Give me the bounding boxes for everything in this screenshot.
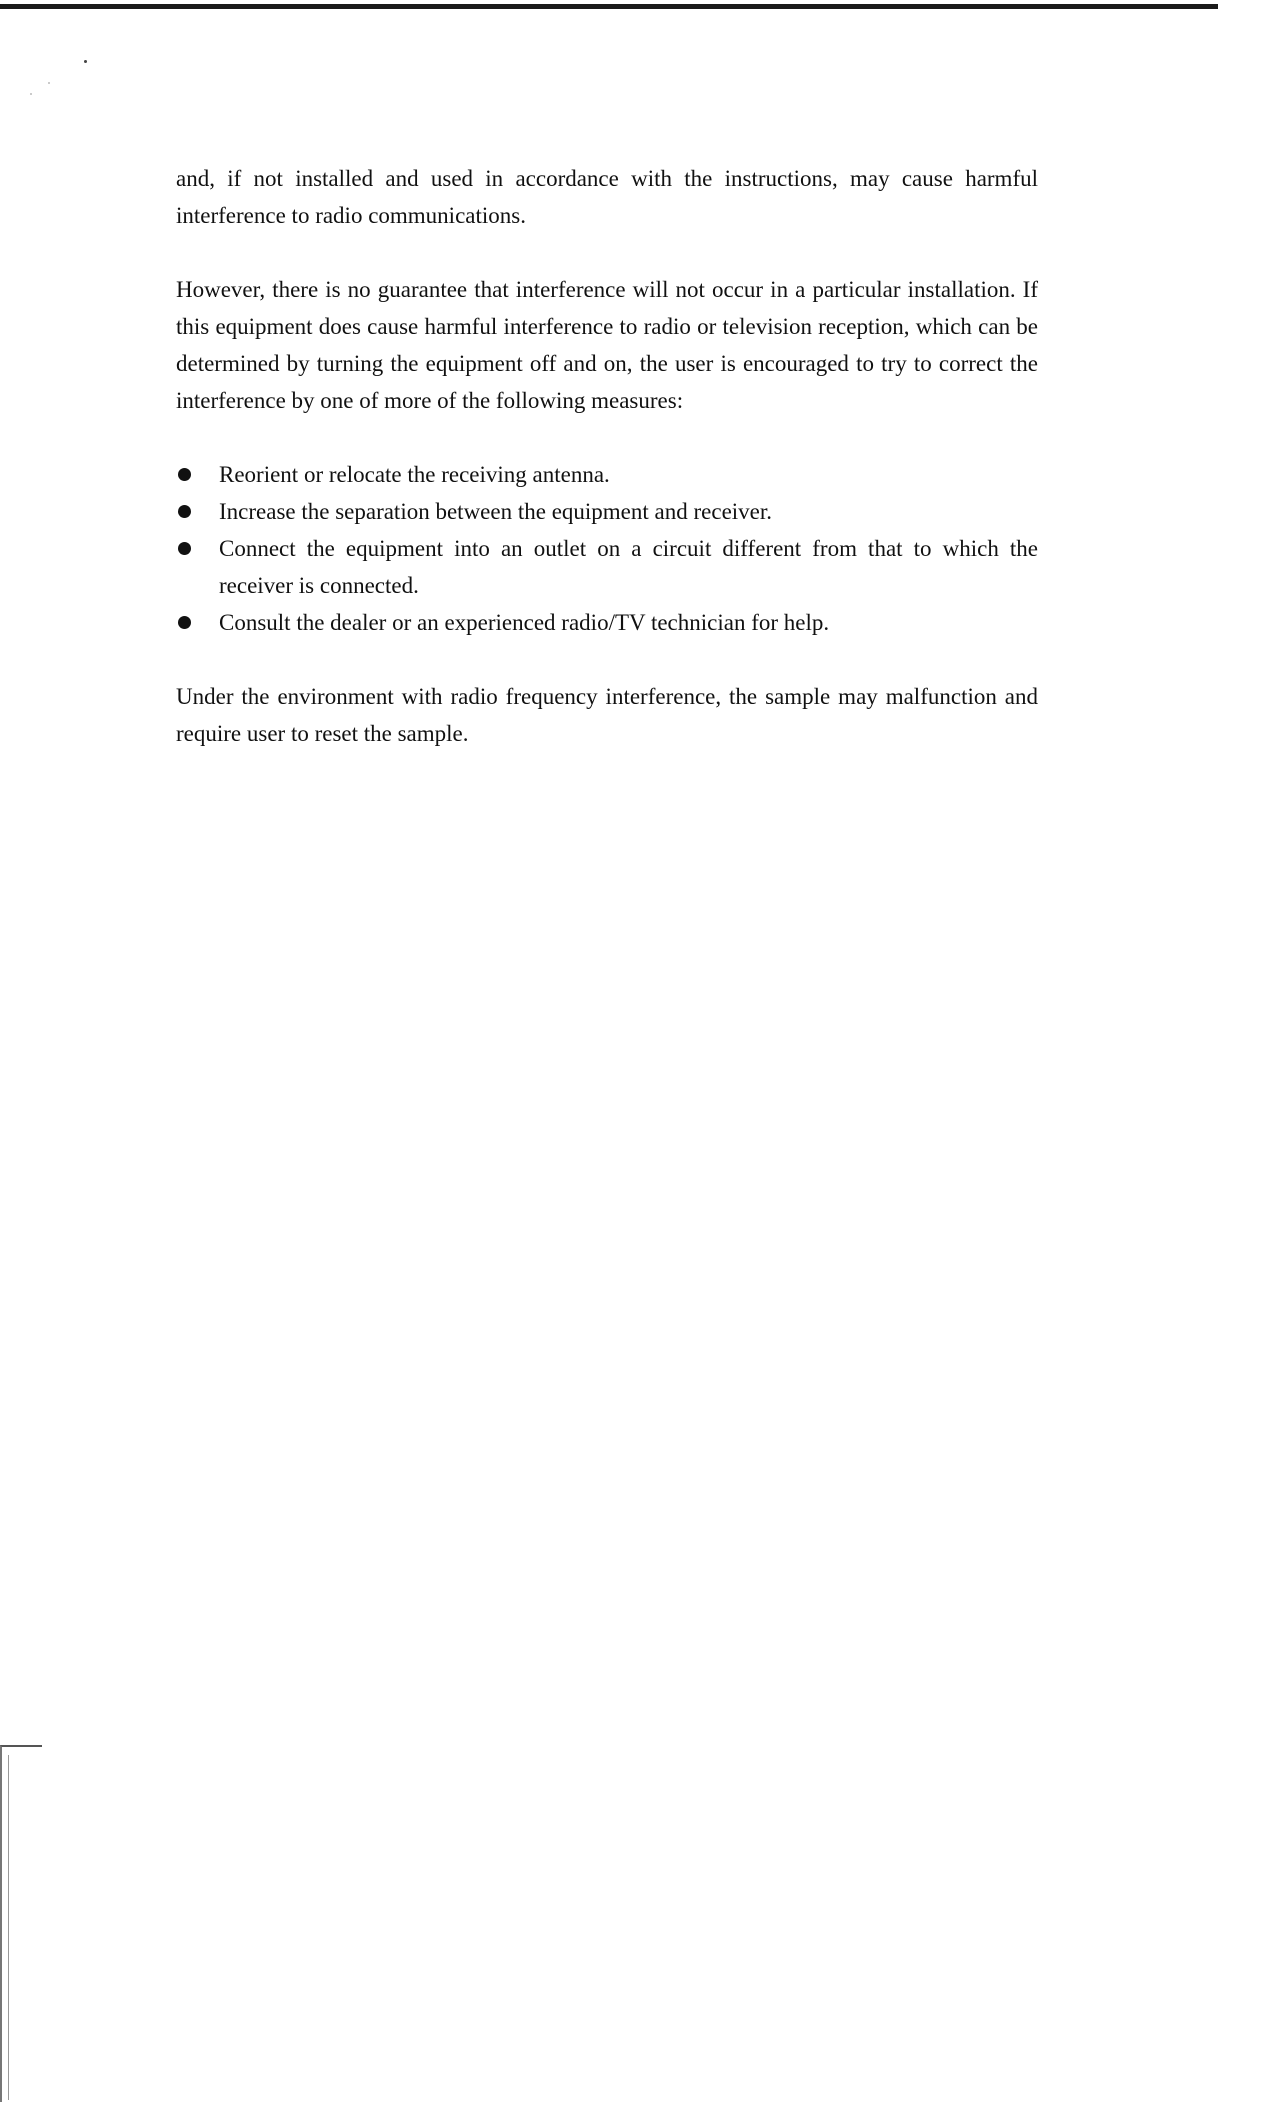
guarantee-paragraph: However, there is no guarantee that interference will not occur in a particular installation. If this equipment does cause harmful interference to radio or television reception, which can be determined by turning the equipment off and on, the user is encouraged to try to correct the interference by one of more of the following measures: — [176, 277, 1038, 413]
scan-edge-bracket — [0, 1745, 42, 2102]
bullet-icon — [178, 542, 191, 555]
scan-speck — [84, 60, 87, 63]
list-item — [176, 456, 1038, 493]
list-item-text: Reorient or relocate the receiving antenna. — [219, 462, 610, 487]
closing-paragraph: Under the environment with radio frequency interference, the sample may malfunction and require user to reset the sample. — [176, 684, 1038, 746]
intro-paragraph: and, if not installed and used in accordance with the instructions, may cause harmful interference to radio communications. — [176, 166, 1038, 228]
bullet-icon — [178, 468, 191, 481]
list-item — [176, 604, 1038, 641]
document-page — [176, 160, 1038, 789]
scan-speck — [30, 93, 32, 95]
measures-list — [176, 456, 1038, 641]
scan-speck — [48, 82, 50, 84]
bullet-icon — [178, 616, 191, 629]
list-item-text: Consult the dealer or an experienced radio/TV technician for help. — [219, 610, 830, 635]
bullet-icon — [178, 505, 191, 518]
top-border-rule — [0, 4, 1218, 9]
list-item-text: Connect the equipment into an outlet on a circuit different from that to which the receiver is connected. — [219, 536, 1038, 598]
list-item-text: Increase the separation between the equipment and receiver. — [219, 499, 773, 524]
list-item — [176, 530, 1038, 604]
list-item — [176, 493, 1038, 530]
